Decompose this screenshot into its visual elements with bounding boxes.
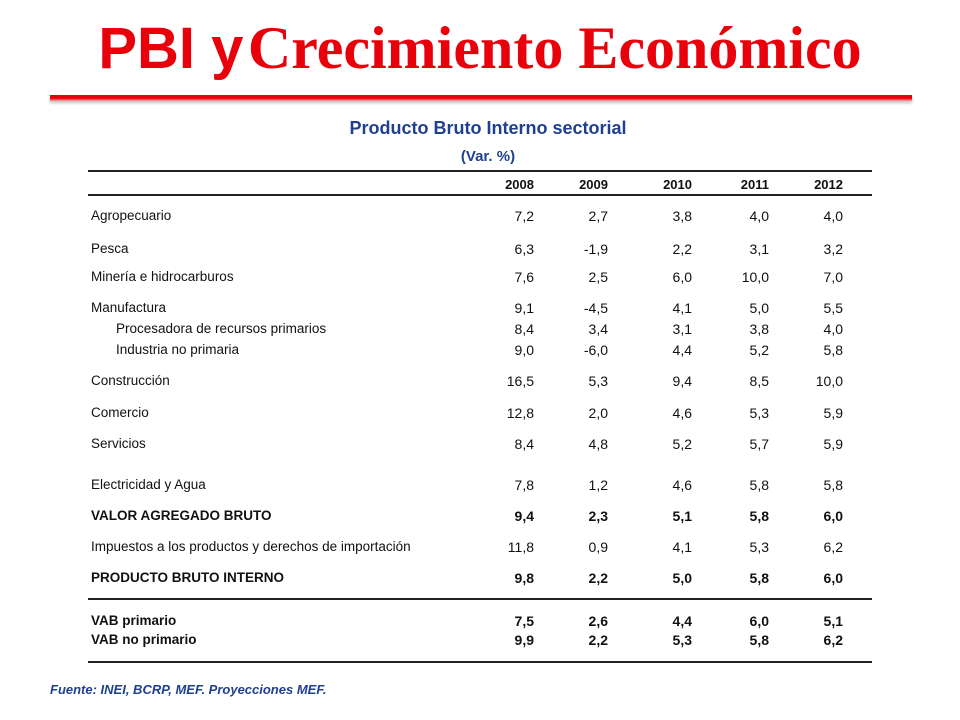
value-cell: 5,8 [749,570,769,586]
value-cell: 3,8 [672,208,692,224]
row-label: Agropecuario [91,208,172,223]
row-label: PRODUCTO BRUTO INTERNO [91,570,285,585]
table-row [0,508,960,528]
value-cell: 5,9 [823,436,843,452]
value-cell: 4,1 [672,300,692,316]
year-header: 2009 [579,177,608,192]
value-cell: 6,0 [823,508,843,524]
value-cell: 0,9 [588,539,608,555]
year-header: 2010 [663,177,692,192]
row-label: Comercio [91,405,149,420]
slide-title-part1: PBI y [98,16,244,81]
value-cell: 9,9 [514,632,534,648]
table-row [0,241,960,261]
value-cell: 10,0 [815,373,843,389]
value-cell: 9,8 [514,570,534,586]
value-cell: 5,2 [672,436,692,452]
value-cell: 5,2 [749,342,769,358]
value-cell: 5,8 [823,342,843,358]
row-label: Procesadora de recursos primarios [116,321,327,336]
value-cell: 3,2 [823,241,843,257]
value-cell: 3,1 [672,321,692,337]
table-row [0,321,960,341]
table-title: Producto Bruto Interno sectorial [349,118,627,138]
value-cell: 4,6 [672,477,692,493]
value-cell: 4,4 [672,613,692,629]
table-row [0,613,960,633]
title-underline [50,95,912,101]
table-row [0,208,960,228]
value-cell: 4,6 [672,405,692,421]
value-cell: 3,8 [749,321,769,337]
value-cell: 6,3 [514,241,534,257]
table-total-rule [88,598,872,600]
value-cell: 9,4 [514,508,534,524]
value-cell: 5,5 [823,300,843,316]
table-row [0,539,960,559]
year-header: 2012 [814,177,843,192]
row-label: Impuestos a los productos y derechos de importación [91,539,411,554]
value-cell: -6,0 [583,342,608,358]
value-cell: -1,9 [583,241,608,257]
year-header: 2011 [740,177,769,192]
value-cell: 5,8 [823,477,843,493]
value-cell: 6,0 [749,613,769,629]
value-cell: 2,7 [588,208,608,224]
slide-title [0,14,960,94]
row-label: Industria no primaria [116,342,240,357]
value-cell: 4,0 [749,208,769,224]
value-cell: 5,1 [823,613,843,629]
value-cell: 5,8 [749,632,769,648]
value-cell: 11,8 [507,539,534,555]
table-top-rule [88,170,872,172]
value-cell: 8,4 [514,436,534,452]
value-cell: 9,1 [514,300,534,316]
table-row [0,373,960,393]
table-row [0,570,960,590]
value-cell: 6,2 [823,632,843,648]
value-cell: 3,4 [588,321,608,337]
value-cell: 7,5 [514,613,534,629]
value-cell: 4,4 [672,342,692,358]
value-cell: 12,8 [506,405,534,421]
row-label: Manufactura [91,300,167,315]
value-cell: 7,6 [514,269,534,285]
value-cell: 5,8 [749,477,769,493]
value-cell: 5,1 [672,508,692,524]
row-label: VAB no primario [91,632,197,647]
value-cell: 2,2 [672,241,692,257]
table-row [0,300,960,320]
row-label: Pesca [91,241,129,256]
value-cell: 7,0 [823,269,843,285]
value-cell: 8,4 [514,321,534,337]
value-cell: 6,0 [823,570,843,586]
value-cell: 4,1 [672,539,692,555]
value-cell: 2,3 [588,508,608,524]
table-row [0,342,960,362]
value-cell: 1,2 [588,477,608,493]
table-row [0,269,960,289]
value-cell: 5,0 [749,300,769,316]
value-cell: 2,0 [588,405,608,421]
value-cell: 2,6 [588,613,608,629]
table-row [0,436,960,456]
value-cell: 5,7 [749,436,769,452]
year-header: 2008 [505,177,534,192]
value-cell: 5,3 [749,405,769,421]
value-cell: 5,9 [823,405,843,421]
value-cell: 3,1 [749,241,769,257]
row-label: VAB primario [91,613,177,628]
value-cell: 5,3 [588,373,608,389]
row-label: Minería e hidrocarburos [91,269,234,284]
row-label: VALOR AGREGADO BRUTO [91,508,272,523]
source-note: Fuente: INEI, BCRP, MEF. Proyecciones MEF. [50,682,327,697]
table-row [0,632,960,652]
value-cell: 4,0 [823,321,843,337]
table-unit: (Var. %) [460,148,516,165]
row-label: Servicios [91,436,146,451]
row-label: Electricidad y Agua [91,477,206,492]
value-cell: 7,8 [514,477,534,493]
value-cell: 2,5 [588,269,608,285]
value-cell: 6,0 [672,269,692,285]
value-cell: 10,0 [741,269,769,285]
value-cell: 9,4 [672,373,692,389]
table-bottom-rule [88,661,872,663]
value-cell: 16,5 [506,373,534,389]
value-cell: 9,0 [514,342,534,358]
row-label: Construcción [91,373,170,388]
value-cell: 5,3 [672,632,692,648]
value-cell: 8,5 [749,373,769,389]
table-row [0,477,960,497]
value-cell: 7,2 [514,208,534,224]
value-cell: 4,8 [588,436,608,452]
value-cell: -4,5 [583,300,608,316]
slide-title-part2: Crecimiento Económico [247,15,862,81]
value-cell: 6,2 [823,539,843,555]
value-cell: 2,2 [588,632,608,648]
value-cell: 4,0 [823,208,843,224]
value-cell: 5,8 [749,508,769,524]
value-cell: 5,0 [672,570,692,586]
value-cell: 5,3 [749,539,769,555]
value-cell: 2,2 [588,570,608,586]
table-row [0,405,960,425]
table-header-rule [88,194,872,196]
